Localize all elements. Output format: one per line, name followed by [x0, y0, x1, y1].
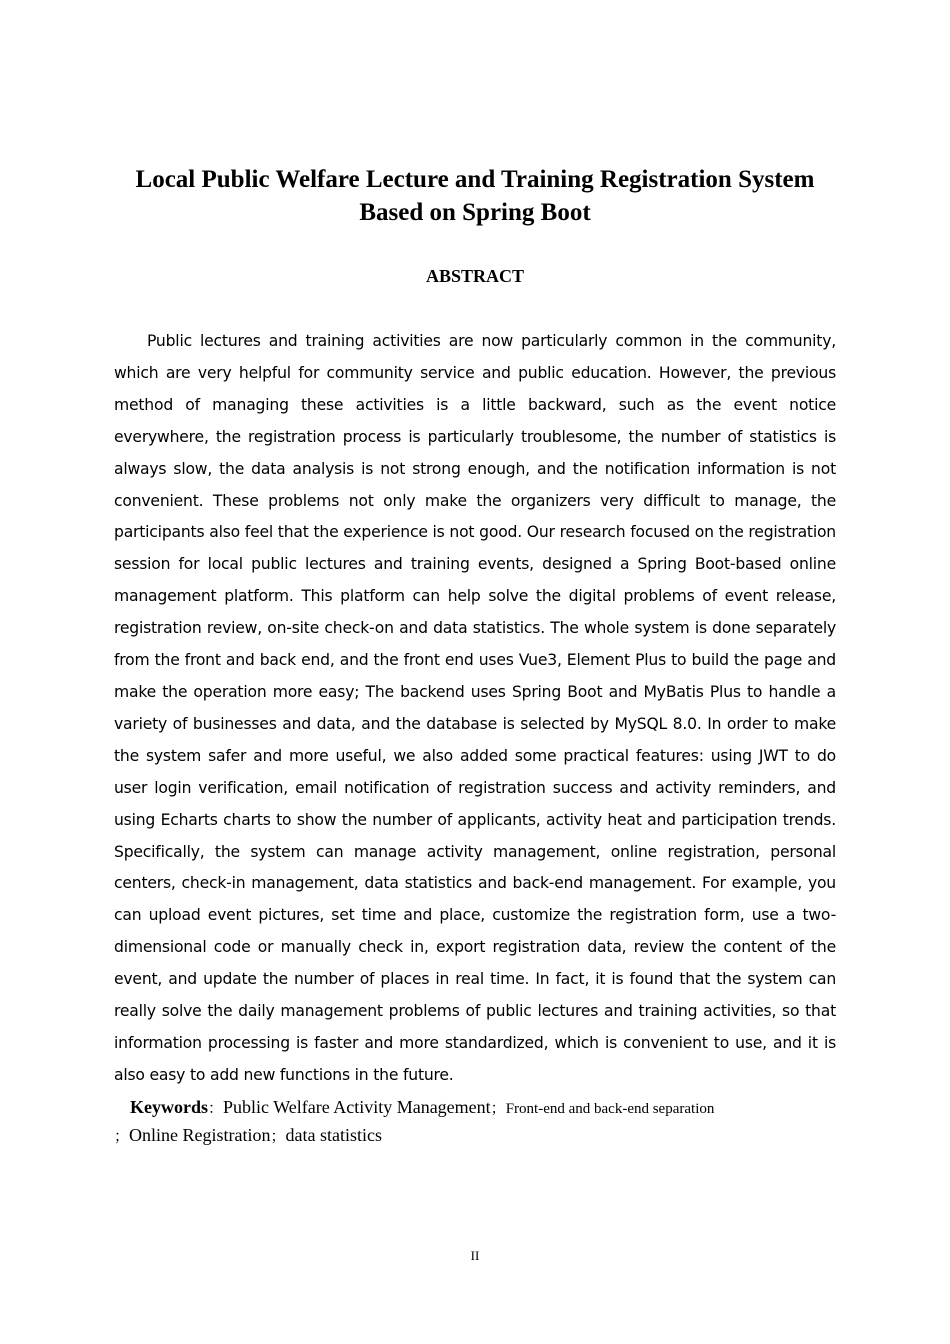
keyword-item: Public Welfare Activity Management	[223, 1097, 491, 1117]
keyword-item: Online Registration	[129, 1125, 271, 1145]
keyword-separator: ；	[490, 1101, 506, 1117]
keyword-separator: ；	[270, 1129, 286, 1145]
page-number: II	[470, 1248, 480, 1263]
paper-title-line-2: Based on Spring Boot	[359, 199, 591, 226]
keywords-label: Keywords	[130, 1097, 208, 1117]
keyword-item: Front-end and back-end separation	[505, 1101, 715, 1117]
keywords-label-colon: ：	[208, 1101, 224, 1117]
paper-title-line-1: Local Public Welfare Lecture and Training Registration System	[135, 166, 815, 193]
keywords-section	[114, 1094, 836, 1150]
keyword-separator: ；	[114, 1129, 130, 1145]
paper-title	[100, 163, 850, 229]
keyword-item: data statistics	[285, 1125, 382, 1145]
abstract-heading: ABSTRACT	[425, 266, 525, 286]
abstract-paragraph: Public lectures and training activities are now particularly common in the community, which are very helpful for community service and public education. However, the previous method of managing these activities is a little backward, such as the event notice everywhere, the registration process is particularly troublesome, the number of statistics is always slow, the data analysis is not strong enough, and the notification information is not convenient. These problems not only make the organizers very difficult to manage, the participants also feel that the experience is not good. Our research focused on the registration session for local public lectures and training events, designed a Spring Boot-based online management platform. This platform can help solve the digital problems of event release, registration review, on-site check-on and data statistics. The whole system is done separately from the front and back end, and the front end uses Vue3, Element Plus to build the page and make the operation more easy; The backend uses Spring Boot and MyBatis Plus to handle a variety of businesses and data, and the database is selected by MySQL 8.0. In order to make the system safer and more useful, we also added some practical features: using JWT to do user login verification, email notification of registration success and activity reminders, and using Echarts charts to show the number of applicants, activity heat and participation trends. Specifically, the system can manage activity management, online registration, personal centers, check-in management, data statistics and back-end management. For example, you can upload event pictures, set time and place, customize the registration form, use a two-dimensional code or manually check in, export registration data, review the content of the event, and update the number of places in real time. In fact, it is found that the system can really solve the daily management problems of public lectures and training activities, so that information processing is faster and more standardized, which is convenient to use, and it is also easy to add new functions in the future.	[114, 332, 836, 1084]
